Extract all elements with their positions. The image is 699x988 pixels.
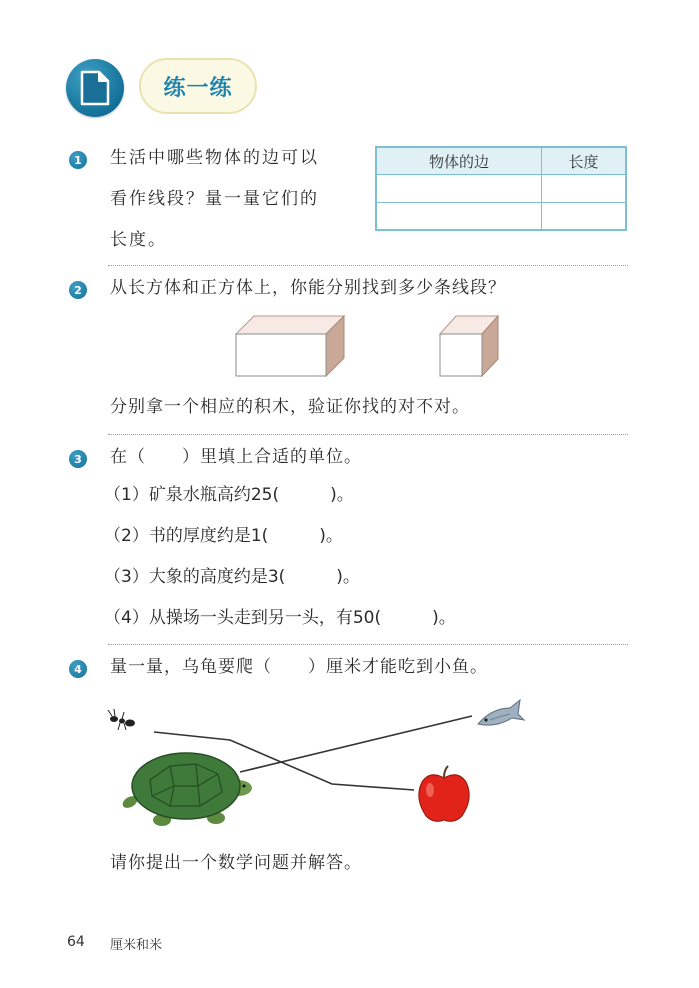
divider [108, 644, 628, 645]
q3-item-3: （3）大象的高度约是3( )。 [104, 567, 360, 587]
divider [108, 265, 628, 266]
table-cell[interactable] [377, 175, 542, 203]
question-number-1: 1 [69, 151, 87, 169]
cube-illustration [436, 312, 502, 380]
q4-text: 量一量，乌龟要爬（ ）厘米才能吃到小鱼。 [110, 657, 488, 677]
table-header-length: 长度 [542, 148, 626, 175]
q3-item-1: （1）矿泉水瓶高约25( )。 [104, 485, 354, 505]
q2-text: 从长方体和正方体上，你能分别找到多少条线段？ [110, 278, 506, 298]
table-cell[interactable] [542, 202, 626, 230]
divider [108, 434, 628, 435]
q3-item-2: （2）书的厚度约是1( )。 [104, 526, 343, 546]
section-document-icon [66, 59, 124, 117]
q4-followup: 请你提出一个数学问题并解答。 [110, 853, 362, 873]
turtle-icon [121, 753, 252, 826]
fish-icon [478, 700, 524, 725]
q1-line-3: 长度。 [110, 230, 167, 250]
document-icon [80, 70, 110, 106]
cuboid-illustration [230, 312, 350, 380]
q3-item-4: （4）从操场一头走到另一头，有50( )。 [104, 608, 456, 628]
turtle-path-illustration [100, 688, 540, 838]
table-cell[interactable] [542, 175, 626, 203]
ant-icon [108, 709, 135, 730]
q2-followup: 分别拿一个相应的积木，验证你找的对不对。 [110, 397, 470, 417]
apple-icon [419, 766, 469, 821]
table-header-edge: 物体的边 [377, 148, 542, 175]
question-number-4: 4 [69, 660, 87, 678]
page-number: 64 [67, 934, 85, 950]
q3-text: 在（ ）里填上合适的单位。 [110, 447, 362, 467]
question-number-3: 3 [69, 450, 87, 468]
section-title-badge [139, 58, 257, 114]
section-title: 练一练 [163, 75, 233, 101]
path-turtle-to-fish [240, 716, 472, 772]
q1-line-2: 看作线段？量一量它们的 [110, 189, 319, 209]
chapter-title: 厘米和米 [110, 938, 163, 953]
measurement-table [375, 146, 627, 231]
table-cell[interactable] [377, 202, 542, 230]
question-number-2: 2 [69, 281, 87, 299]
q1-line-1: 生活中哪些物体的边可以 [110, 148, 319, 168]
